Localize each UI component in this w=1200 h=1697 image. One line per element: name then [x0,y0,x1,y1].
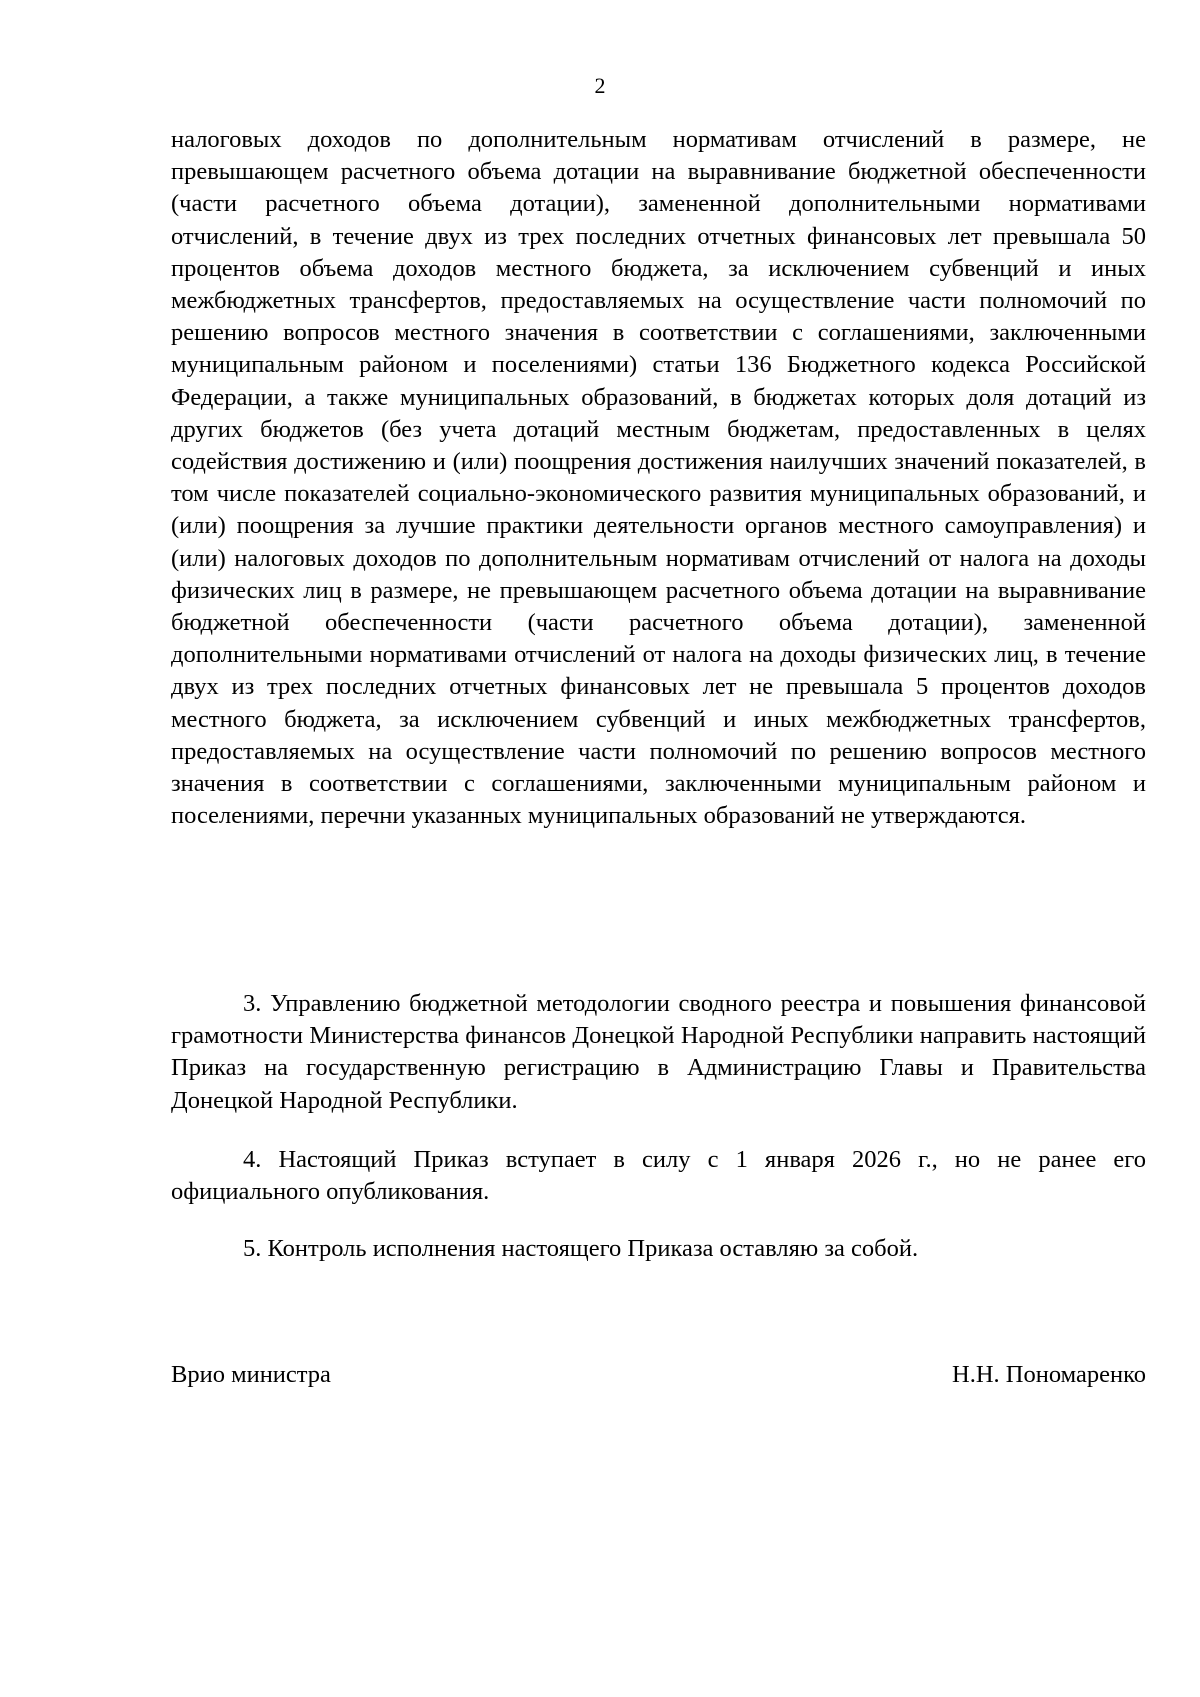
signatory-name: Н.Н. Пономаренко [952,1361,1146,1388]
paragraph-item-5: 5. Контроль исполнения настоящего Приказа оставляю за собой. [243,1235,919,1262]
paragraph-item-3: 3. Управлению бюджетной методологии сводного реестра и повышения финансовой грамотности Министерства финансов Донецкой Народной Республики направить настоящий Приказ на государственную регистрацию в Администрацию Главы и Правительства Донецкой Народной Республики. [171,990,1146,1114]
signatory-position: Врио министра [171,1361,331,1388]
signature-block [171,1359,1146,1391]
page-number: 2 [594,73,606,98]
paragraph-continuation: налоговых доходов по дополнительным нормативам отчислений в размере, не превышающем расчетного объема дотации на выравнивание бюджетной обеспеченности (части расчетного объема дотации), замененной дополнительными нормативами отчислений, в течение двух из трех последних отчетных финансовых лет превышала 50 процентов объема доходов местного бюджета, за исключением субвенций и иных межбюджетных трансфертов, предоставляемых на осуществление части полномочий по решению вопросов местного значения в соответствии с соглашениями, заключенными муниципальным районом и поселениями) статьи 136 Бюджетного кодекса Российской Федерации, а также муниципальных образований, в бюджетах которых доля дотаций из других бюджетов (без учета дотаций местным бюджетам, предоставленных в целях содействия достижению и (или) поощрения достижения наилучших значений показателей, в том числе показателей социально-экономического развития муниципальных образований, и (или) поощрения за лучшие практики деятельности органов местного самоуправления) и (или) налоговых доходов по дополнительным нормативам отчислений от налога на доходы физических лиц в размере, не превышающем расчетного объема дотации на выравнивание бюджетной обеспеченности (части расчетного объема дотации), замененной дополнительными нормативами отчислений от налога на доходы физических лиц, в течение двух из трех последних отчетных финансовых лет не превышала 5 процентов доходов местного бюджета, за исключением субвенций и иных межбюджетных трансфертов, предоставляемых на осуществление части полномочий по решению вопросов местного значения в соответствии с соглашениями, заключенными муниципальным районом и поселениями, перечни указанных муниципальных образований не утверждаются. [171,126,1146,830]
paragraph-item-4: 4. Настоящий Приказ вступает в силу с 1 января 2026 г., но не ранее его официального опубликования. [171,1146,1146,1206]
